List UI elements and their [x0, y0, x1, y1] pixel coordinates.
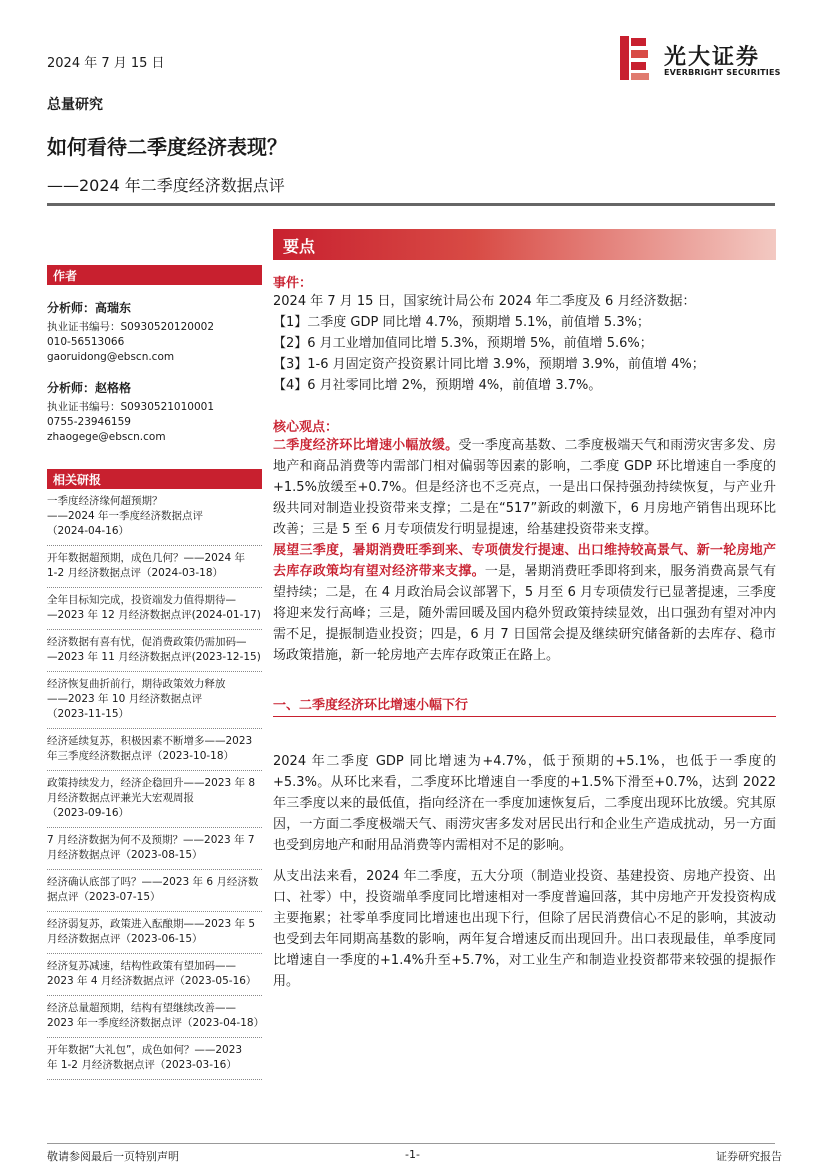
core-views-heading: 核心观点：	[273, 420, 339, 435]
author-name: 分析师：高瑞东	[47, 301, 132, 315]
report-date: 2024 年 7 月 15 日	[47, 56, 165, 71]
report-type: 证券研究报告	[716, 1150, 782, 1163]
event-intro: 2024 年 7 月 15 日，国家统计局公布 2024 年二季度及 6 月经济数据：	[273, 294, 696, 309]
related-report-item[interactable]: 一季度经济缘何超预期？ ——2024 年一季度经济数据点评 （2024-04-16）	[47, 489, 262, 546]
sidebar	[47, 265, 265, 1080]
main-content	[273, 229, 776, 992]
related-report-item[interactable]: 经济延续复苏，积极因素不断增多——2023 年三季度经济数据点评（2023-10-18）	[47, 729, 262, 771]
core-view-text: 一是，暑期消费旺季即将到来，服务消费高景气有望持续；二是，在 4 月政治局会议部署下，5 月至 6 月专项债发行已显著提速，三季度将迎来发行高峰；三是，随外需回暖及国内稳外贸政策持续显效，出口强劲有望对冲内需不足，提振制造业投资；四是，6 月 7 日国常会提及继续研究储备新的去库存、稳市场政策措施，新一轮房地产去库存政策正在路上。	[273, 564, 776, 663]
related-report-item[interactable]: 经济数据有喜有忧，促消费政策仍需加码— —2023 年 11 月经济数据点评(2023-12-15)	[47, 630, 262, 672]
event-item: 【1】二季度 GDP 同比增 4.7%，预期增 5.1%，前值增 5.3%；	[273, 315, 650, 330]
related-report-item[interactable]: 经济复苏减速，结构性政策有望加码—— 2023 年 4 月经济数据点评（2023-05-16）	[47, 954, 262, 996]
event-item: 【2】6 月工业增加值同比增 5.3%，预期增 5%，前值增 5.6%；	[273, 336, 653, 351]
author-phone: 010-56513066	[47, 336, 125, 348]
section-divider	[273, 716, 776, 717]
everbright-logo-icon	[620, 36, 650, 80]
key-points-banner: 要点	[273, 229, 776, 260]
related-reports-heading: 相关研报	[47, 469, 262, 489]
header-divider	[47, 203, 775, 206]
author-email[interactable]: gaoruidong@ebscn.com	[47, 351, 175, 363]
author-cert: 执业证书编号：S0930520120002	[47, 321, 215, 333]
event-heading: 事件：	[273, 276, 313, 291]
core-view-highlight: 展望三季度，暑期消费旺季到来、专项债发行提速、出口维持较高景气、新一轮房地产去库存政策均有望对经济带来支撑。	[273, 543, 776, 579]
related-report-item[interactable]: 经济恢复曲折前行，期待政策效力释放 ——2023 年 10 月经济数据点评 （2023-11-15）	[47, 672, 262, 729]
footer-divider	[47, 1143, 775, 1144]
core-view-paragraph	[273, 435, 776, 540]
event-item: 【3】1-6 月固定资产投资累计同比增 3.9%，预期增 3.9%，前值增 4%；	[273, 357, 705, 372]
core-view-highlight: 二季度经济环比增速小幅放缓。	[273, 438, 459, 453]
related-report-item[interactable]: 开年数据超预期，成色几何？——2024 年 1-2 月经济数据点评（2024-03-18）	[47, 546, 262, 588]
report-subtitle: ——2024 年二季度经济数据点评	[47, 176, 285, 195]
core-view-text: 受一季度高基数、二季度极端天气和雨涝灾害多发、房地产和商品消费等内需部门相对偏弱等因素的影响，二季度 GDP 环比增速自一季度的+1.5%放缓至+0.7%。但是经济也不乏亮点，一是出口保持强劲持续恢复，与产业升级共同对制造业投资带来支撑；二是在“517”新政的刺激下，6 月房地产销售出现环比改善；三是 5 至 6 月专项债发行明显提速，给基建投资带来支撑。	[273, 438, 776, 537]
report-title: 如何看待二季度经济表现？	[47, 135, 287, 159]
brand-name-cn: 光大证券	[664, 45, 761, 70]
brand-logo	[620, 36, 790, 82]
related-report-item[interactable]: 全年目标知完成，投资端发力值得期待— —2023 年 12 月经济数据点评(2024-01-17)	[47, 588, 262, 630]
related-reports-list	[47, 489, 265, 1080]
body-paragraph: 2024 年二季度 GDP 同比增速为+4.7%，低于预期的+5.1%，也低于一季度的+5.3%。从环比来看，二季度环比增速自一季度的+1.5%下滑至+0.7%，达到 2022 年三季度以来的最低值，指向经济在一季度加速恢复后，二季度出现环比放缓。究其原因，一方面二季度极端天气、雨涝灾害多发对居民出行和企业生产造成扰动，另一方面也受到房地产和耐用品消费等内需相对不足的影响。	[273, 754, 776, 853]
core-view-paragraph	[273, 540, 776, 666]
author-block	[47, 379, 262, 445]
brand-name-en: EVERBRIGHT SECURITIES	[664, 68, 781, 77]
related-report-item[interactable]: 政策持续发力，经济企稳回升——2023 年 8 月经济数据点评兼光大宏观周报 （2023-09-16）	[47, 771, 262, 828]
related-report-item[interactable]: 经济确认底部了吗？——2023 年 6 月经济数 据点评（2023-07-15）	[47, 870, 262, 912]
authors-heading: 作者	[47, 265, 262, 285]
author-phone: 0755-23946159	[47, 416, 131, 428]
author-cert: 执业证书编号：S0930521010001	[47, 401, 215, 413]
author-block	[47, 299, 262, 365]
related-report-item[interactable]: 开年数据“大礼包”，成色如何？——2023 年 1-2 月经济数据点评（2023-03-16）	[47, 1038, 262, 1080]
author-email[interactable]: zhaogege@ebscn.com	[47, 431, 166, 443]
section-title: 一、二季度经济环比增速小幅下行	[273, 698, 469, 713]
related-report-item[interactable]: 7 月经济数据为何不及预期？——2023 年 7 月经济数据点评（2023-08-15）	[47, 828, 262, 870]
report-category: 总量研究	[47, 97, 103, 113]
related-report-item[interactable]: 经济弱复苏，政策进入酝酿期——2023 年 5 月经济数据点评（2023-06-15）	[47, 912, 262, 954]
body-paragraph: 从支出法来看，2024 年二季度，五大分项（制造业投资、基建投资、房地产投资、出口、社零）中，投资端单季度同比增速相对一季度普遍回落，其中房地产开发投资构成主要拖累；社零单季度同比增速也出现下行，但除了居民消费信心不足的影响，其波动也受到去年同期高基数的影响，两年复合增速反而出现回升。出口表现最佳，单季度同比增速自一季度的+1.4%升至+5.7%，对工业生产和制造业投资都带来较强的提振作用。	[273, 869, 776, 989]
page-number: -1-	[405, 1148, 420, 1161]
disclaimer-note: 敬请参阅最后一页特别声明	[47, 1150, 179, 1163]
related-report-item[interactable]: 经济总量超预期，结构有望继续改善—— 2023 年一季度经济数据点评（2023-04-18）	[47, 996, 262, 1038]
author-name: 分析师：赵格格	[47, 381, 132, 395]
event-item: 【4】6 月社零同比增 2%，预期增 4%，前值增 3.7%。	[273, 378, 602, 393]
